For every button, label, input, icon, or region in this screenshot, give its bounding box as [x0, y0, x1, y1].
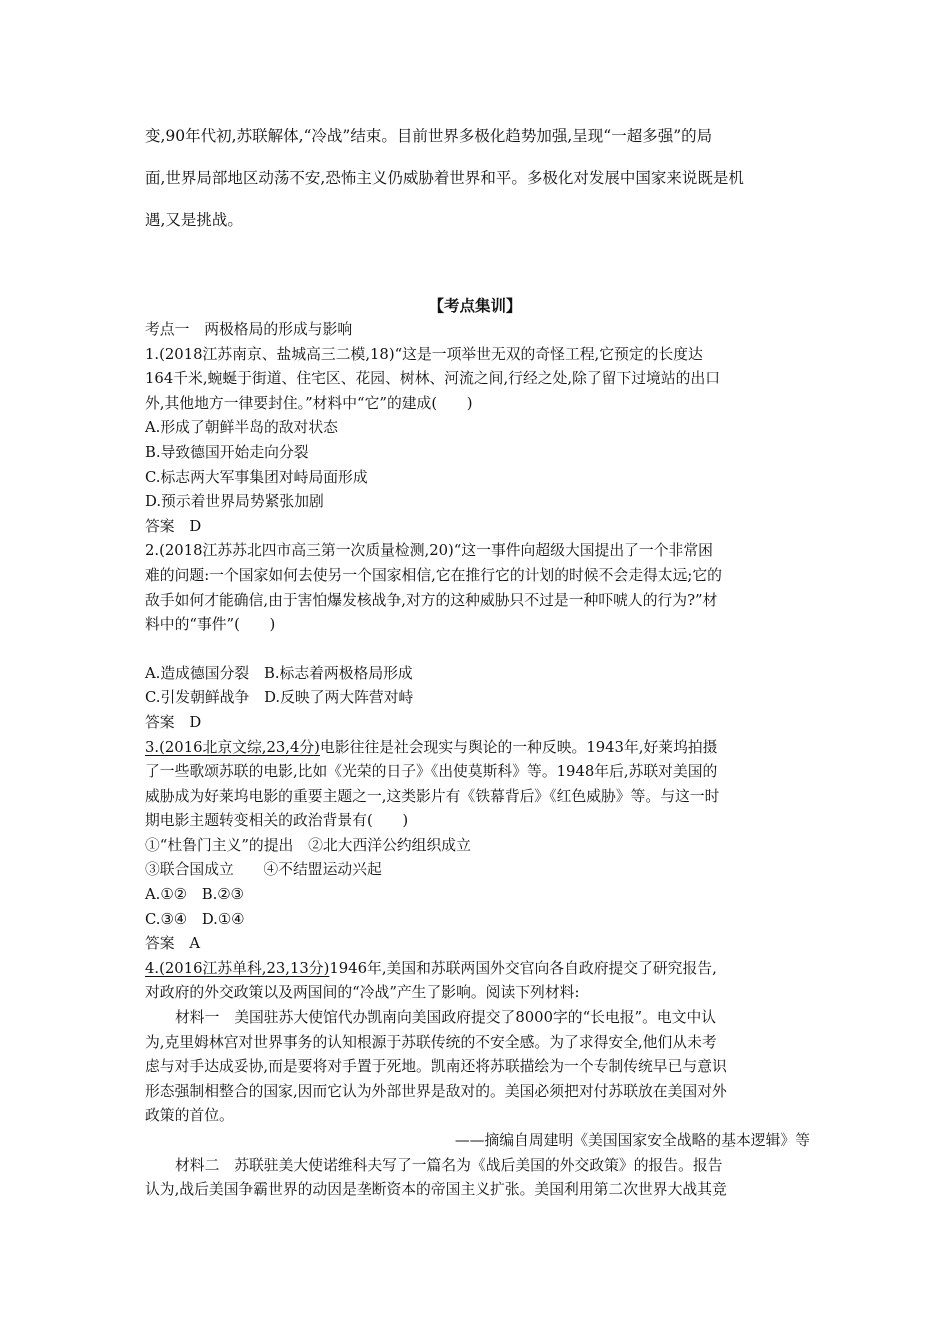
answer: 答案 D	[145, 713, 202, 731]
material-2-line: 材料二 苏联驻美大使诺维科夫写了一篇名为《战后美国的外交政策》的报告。报告	[175, 1156, 723, 1174]
section-title: 【考点集训】	[428, 296, 522, 315]
citation: ——摘编自周建明《美国国家安全战略的基本逻辑》等	[454, 1132, 810, 1149]
question-source: 3.(2016北京文综,23,4分)	[145, 738, 320, 756]
material-1-line: 材料一 美国驻苏大使馆代办凯南向美国政府提交了8000字的“长电报”。电文中认	[175, 1009, 717, 1027]
question-content	[145, 318, 810, 1203]
question-text-line: 威胁成为好莱坞电影的重要主题之一,这类影片有《铁幕背后》《红色威胁》等。与这一时	[145, 787, 720, 805]
statement-row: ③联合国成立 ④不结盟运动兴起	[145, 861, 382, 879]
question-2	[145, 539, 810, 735]
question-text: 电影往往是社会现实与舆论的一种反映。1943年,好莱坞拍摄	[319, 738, 718, 756]
question-text-line: 外,其他地方一律要封住。”材料中“它”的建成( )	[145, 394, 473, 412]
question-text-line: 对政府的外交政策以及两国间的“冷战”产生了影响。阅读下列材料:	[145, 984, 580, 1002]
question-text: 1946年,美国和苏联两国外交官向各自政府提交了研究报告,	[329, 959, 717, 977]
intro-line: 面,世界局部地区动荡不安,恐怖主义仍威胁着世界和平。多极化对发展中国家来说既是机	[145, 169, 744, 187]
answer: 答案 A	[145, 935, 201, 953]
options-row: C.引发朝鲜战争 D.反映了两大阵营对峙	[145, 689, 414, 707]
option-a: A.形成了朝鲜半岛的敌对状态	[145, 419, 338, 437]
spacer	[145, 638, 810, 662]
topic-heading: 考点一 两极格局的形成与影响	[145, 321, 353, 338]
question-text-line	[145, 736, 810, 761]
material-2-line: 认为,战后美国争霸世界的动因是垄断资本的帝国主义扩张。美国利用第二次世界大战其竞	[145, 1181, 727, 1199]
intro-line: 变,90年代初,苏联解体,“冷战”结束。目前世界多极化趋势加强,呈现“一超多强”的局	[145, 127, 713, 145]
material-1-line: 为,克里姆林宫对世界事务的认知根源于苏联传统的不安全感。为了求得安全,他们从未考	[145, 1033, 717, 1051]
material-1-line: 虑与对手达成妥协,而是要将对手置于死地。凯南还将苏联描绘为一个专制传统早已与意识	[145, 1058, 727, 1076]
material-1-line: 形态强制相整合的国家,因而它认为外部世界是敌对的。美国必须把对付苏联放在美国对外	[145, 1082, 727, 1100]
option-d: D.预示着世界局势紧张加剧	[145, 493, 324, 511]
question-text-line: 2.(2018江苏苏北四市高三第一次质量检测,20)“这一事件向超级大国提出了一个非常困	[145, 542, 713, 560]
question-4	[145, 957, 810, 1203]
intro-line: 遇,又是挑战。	[145, 211, 243, 229]
options-row: A.①② B.②③	[145, 886, 244, 904]
statement-row: ①“杜鲁门主义”的提出 ②北大西洋公约组织成立	[145, 836, 471, 854]
question-text-line: 敌手如何才能确信,由于害怕爆发核战争,对方的这种威胁只不过是一种吓唬人的行为?”材	[145, 591, 718, 609]
question-text-line: 了一些歌颂苏联的电影,比如《光荣的日子》《出使莫斯科》等。1948年后,苏联对美国的	[145, 763, 718, 781]
question-text-line: 期电影主题转变相关的政治背景有( )	[145, 812, 409, 830]
options-row: A.造成德国分裂 B.标志着两极格局形成	[145, 664, 413, 682]
question-text-line	[145, 957, 810, 982]
question-source: 4.(2016江苏单科,23,13分)	[145, 959, 330, 977]
intro-paragraph	[145, 116, 810, 240]
question-text-line: 料中的“事件”( )	[145, 616, 276, 634]
question-3	[145, 736, 810, 957]
options-row: C.③④ D.①④	[145, 910, 245, 928]
material-1-line: 政策的首位。	[145, 1107, 234, 1125]
question-text-line: 1.(2018江苏南京、盐城高三二模,18)“这是一项举世无双的奇怪工程,它预定的长度达	[145, 345, 703, 363]
answer: 答案 D	[145, 517, 202, 535]
option-c: C.标志两大军事集团对峙局面形成	[145, 468, 368, 486]
question-text-line: 164千米,蜿蜒于街道、住宅区、花园、树林、河流之间,行经之处,除了留下过境站的出口	[145, 370, 721, 388]
question-text-line: 难的问题:一个国家如何去使另一个国家相信,它在推行它的计划的时候不会走得太远;它的	[145, 566, 722, 584]
option-b: B.导致德国开始走向分裂	[145, 443, 309, 461]
question-1	[145, 343, 810, 540]
